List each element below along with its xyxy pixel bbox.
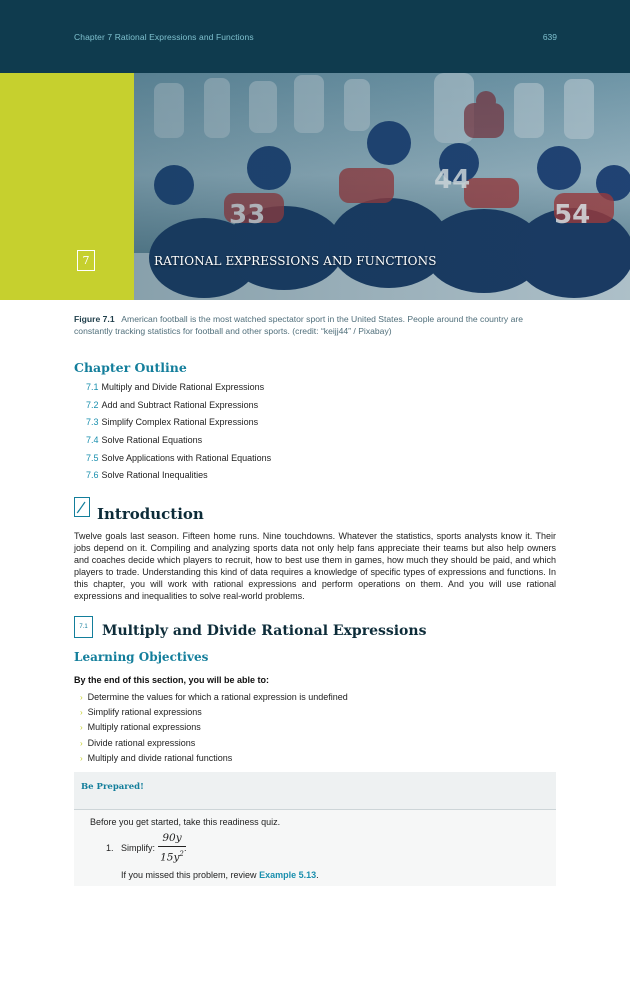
be-prepared-intro: Before you get started, take this readiness quiz. xyxy=(90,817,281,827)
fraction-bar xyxy=(158,846,186,847)
accent-block xyxy=(0,73,134,300)
objective-text: Multiply rational expressions xyxy=(87,722,201,733)
outline-item-text[interactable]: Solve Applications with Rational Equations xyxy=(101,452,272,463)
figure-caption-text: American football is the most watched spectator sport in the United States. People around the country are constantly tracking statistics for football and other sports. (credit: “keijj44” / Pixabay) xyxy=(74,314,524,336)
objective-text: Divide rational expressions xyxy=(87,737,196,748)
objective-text: Simplify rational expressions xyxy=(87,707,202,718)
outline-item-number[interactable]: 7.2 xyxy=(86,399,99,410)
denominator-exponent: 2 xyxy=(179,850,184,858)
quiz-review-note xyxy=(121,870,319,880)
figure-label: Figure 7.1 xyxy=(74,314,115,324)
quiz-period: . xyxy=(184,843,187,853)
outline-item[interactable] xyxy=(86,452,271,470)
outline-item[interactable] xyxy=(86,381,271,399)
quiz-fraction xyxy=(158,832,186,864)
outline-item-number[interactable]: 7.3 xyxy=(86,417,99,428)
objective-text: Determine the values for which a rational expression is undefined xyxy=(87,692,348,702)
outline-item-text[interactable]: Solve Rational Inequalities xyxy=(101,470,208,481)
bullet-icon: › xyxy=(80,693,83,702)
outline-item-text[interactable]: Simplify Complex Rational Expressions xyxy=(101,417,259,428)
outline-item[interactable] xyxy=(86,469,271,487)
quiz-item-number: 1. xyxy=(106,843,114,853)
bullet-icon: › xyxy=(80,708,83,718)
outline-item[interactable] xyxy=(86,434,271,452)
be-prepared-header xyxy=(74,772,556,810)
outline-item-text[interactable]: Multiply and Divide Rational Expressions xyxy=(101,382,265,392)
bullet-icon: › xyxy=(80,753,83,763)
objective-item xyxy=(80,691,348,706)
objective-text: Multiply and divide rational functions xyxy=(87,752,233,763)
objective-item xyxy=(80,737,348,752)
review-example-link[interactable]: Example 5.13 xyxy=(259,870,317,880)
quiz-item-label: Simplify: xyxy=(121,843,156,853)
chapter-outline-list xyxy=(86,381,271,487)
outline-item[interactable] xyxy=(86,399,271,417)
bullet-icon: › xyxy=(80,723,83,733)
review-suffix: . xyxy=(316,870,319,880)
outline-item-number[interactable]: 7.1 xyxy=(86,382,99,392)
outline-item-number[interactable]: 7.4 xyxy=(86,435,99,446)
outline-item[interactable] xyxy=(86,416,271,434)
section-title: Multiply and Divide Rational Expressions xyxy=(102,623,427,639)
learning-objectives-heading: Learning Objectives xyxy=(74,650,209,664)
learning-objectives-list xyxy=(80,691,348,767)
denominator-base: 15y xyxy=(160,851,180,864)
running-head: Chapter 7 Rational Expressions and Functions xyxy=(74,32,254,42)
bullet-icon: › xyxy=(80,738,83,748)
outline-item-text[interactable]: Add and Subtract Rational Expressions xyxy=(101,399,259,410)
figure-caption xyxy=(74,314,556,337)
objective-item xyxy=(80,721,348,736)
section-number-box: 7.1 xyxy=(74,616,93,638)
be-prepared-title: Be Prepared! xyxy=(81,782,144,792)
outline-item-text[interactable]: Solve Rational Equations xyxy=(101,435,203,446)
chapter-outline-heading: Chapter Outline xyxy=(74,360,187,375)
chapter-number-box: 7 xyxy=(77,250,95,271)
introduction-text: Twelve goals last season. Fifteen home runs. Nine touchdowns. Whatever the statistics, sports analysts know it. Their jobs depend on it. Compiling and analyzing sports data not only help fans appreciate their teams but also help owners and coaches decide which players to recruit, how to best use them in games, how much they should be paid, and which players to trade. Understanding this kind of data requires a knowledge of specific types of expressions and functions. In this chapter, you will work with rational expressions and perform operations on them. And you will use rational expressions and inequalities to solve real-world problems. xyxy=(74,531,556,601)
chapter-title: RATIONAL EXPRESSIONS AND FUNCTIONS xyxy=(154,254,437,268)
learning-objectives-intro: By the end of this section, you will be able to: xyxy=(74,675,270,685)
introduction-heading: Introduction xyxy=(97,505,204,523)
top-banner xyxy=(0,0,630,73)
fraction-denominator xyxy=(158,848,186,864)
page-number: 639 xyxy=(542,32,557,42)
objective-item xyxy=(80,752,348,767)
outline-item-number[interactable]: 7.5 xyxy=(86,452,99,463)
review-prefix: If you missed this problem, review xyxy=(121,870,260,880)
outline-item-number[interactable]: 7.6 xyxy=(86,470,99,481)
fraction-numerator: 90y xyxy=(162,832,182,844)
pencil-icon xyxy=(74,497,90,517)
objective-item xyxy=(80,706,348,721)
